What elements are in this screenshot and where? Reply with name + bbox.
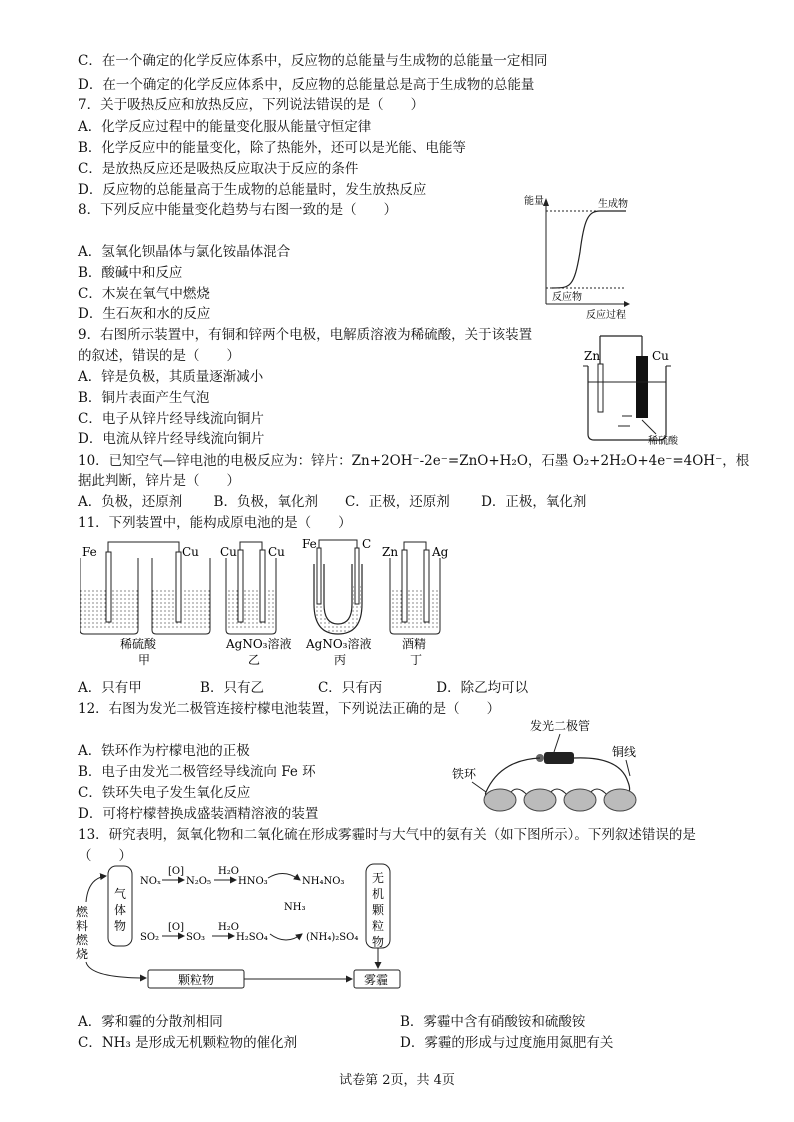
energy-product-label: 生成物 — [598, 199, 628, 210]
text-line: B．酸碱中和反应 — [78, 265, 183, 281]
fuel-label-1: 燃 — [76, 905, 89, 919]
text-line: D．电流从锌片经导线流向铜片 — [78, 431, 265, 447]
text-line: A．只有甲 B．只有乙 C．只有丙 D．除乙均可以 — [78, 680, 529, 696]
cell-a-left: Fe — [82, 545, 97, 559]
cell-c-left: Fe — [302, 537, 317, 551]
text-line: 据此判断，锌片是（ ） — [78, 473, 240, 489]
nh4no3: NH₄NO₃ — [302, 876, 345, 887]
text-line: 13．研究表明，氮氧化物和二氧化硫在形成雾霾时与大气中的氨有关（如下图所示）。下列叙述错误的是 — [78, 827, 696, 843]
text-line: A．氢氧化钡晶体与氯化铵晶体混合 — [78, 244, 291, 260]
nh3: NH₃ — [284, 902, 306, 913]
inorganic-box-label-2: 机 — [372, 887, 385, 901]
text-line: A．铁环作为柠檬电池的正极 — [78, 743, 250, 759]
energy-xlabel: 反应过程 — [586, 310, 626, 320]
cell-b-right: Cu — [268, 545, 285, 559]
text-line: C．电子从锌片经导线流向铜片 — [78, 411, 264, 427]
text-line: D．可将柠檬替换成盛装酒精溶液的装置 — [78, 806, 319, 822]
energy-diagram — [522, 192, 632, 320]
four-cells-diagram — [80, 534, 460, 672]
cell-b-name: 乙 — [248, 653, 261, 667]
inorganic-box-label-5: 物 — [372, 935, 385, 949]
inorganic-box-label-3: 颗 — [372, 903, 385, 917]
o-1: [O] — [168, 866, 185, 877]
inorganic-box-label-1: 无 — [372, 871, 385, 885]
n2o5: N₂O₅ — [186, 876, 211, 887]
h2o-2: H₂O — [218, 922, 239, 933]
text-line: 9．右图所示装置中，有铜和锌两个电极，电解质溶液为稀硫酸，关于该装置 — [78, 327, 533, 343]
text-line: （ ） — [78, 848, 132, 864]
text-line: D．反应物的总能量高于生成物的总能量时，发生放热反应 — [78, 182, 427, 198]
cell-c-solution: AgNO₃溶液 — [306, 637, 372, 651]
smog-flowchart — [72, 858, 412, 990]
hno3: HNO₃ — [238, 876, 268, 887]
text-line: 10．已知空气—锌电池的电极反应为：锌片：Zn+2OH⁻-2e⁻=ZnO+H₂O，石墨 O₂+2H₂O+4e⁻=4OH⁻，根 — [78, 453, 750, 469]
cell-d-name: 丁 — [410, 653, 423, 667]
text-line: A．化学反应过程中的能量变化服从能量守恒定律 — [78, 119, 372, 135]
so3: SO₃ — [186, 932, 206, 943]
text-line: C．NH₃ 是形成无机颗粒物的催化剂 — [78, 1035, 298, 1051]
inorganic-box-label-4: 粒 — [372, 919, 385, 933]
fuel-label-2: 料 — [76, 919, 89, 933]
text-line: B．雾霾中含有硝酸铵和硫酸铵 — [400, 1014, 586, 1030]
text-line: C．是放热反应还是吸热反应取决于反应的条件 — [78, 161, 359, 177]
cell-a-name: 甲 — [138, 653, 151, 667]
text-line: B．化学反应中的能量变化，除了热能外，还可以是光能、电能等 — [78, 140, 466, 156]
wire-label: 铜线 — [612, 745, 637, 759]
gas-box-label-1: 气 — [114, 887, 127, 901]
text-line: D．在一个确定的化学反应体系中，反应物的总能量总是高于生成物的总能量 — [78, 77, 535, 93]
text-line: A．雾和霾的分散剂相同 — [78, 1014, 223, 1030]
text-line: 11．下列装置中，能构成原电池的是（ ） — [78, 515, 352, 531]
galvanic-cell-diagram — [578, 330, 696, 448]
cell-d-left: Zn — [382, 545, 399, 559]
text-line: 7．关于吸热反应和放热反应，下列说法错误的是（ ） — [78, 97, 425, 113]
cell-b-left: Cu — [220, 545, 237, 559]
acid-label: 稀硫酸 — [648, 436, 678, 447]
cell-d-right: Ag — [432, 545, 449, 559]
text-line: 8．下列反应中能量变化趋势与右图一致的是（ ） — [78, 202, 398, 218]
o-2: [O] — [168, 922, 185, 933]
lemon-battery-diagram — [450, 716, 660, 816]
page-footer: 试卷第 2页，共 4页 — [339, 1073, 455, 1088]
nh42so4: (NH₄)₂SO₄ — [306, 932, 359, 943]
fuel-label-3: 燃 — [76, 933, 89, 947]
text-line: 的叙述，错误的是（ ） — [78, 348, 240, 364]
cell-b-solution: AgNO₃溶液 — [226, 637, 292, 651]
so2: SO₂ — [140, 932, 160, 943]
energy-reactant-label: 反应物 — [552, 292, 582, 303]
haze-label: 雾霾 — [364, 973, 389, 987]
ring-label: 铁环 — [452, 767, 477, 781]
text-line: A．负极，还原剂 B．负极，氧化剂 C．正极，还原剂 D．正极，氧化剂 — [78, 494, 587, 510]
text-line: B．铜片表面产生气泡 — [78, 390, 210, 406]
particle-label: 颗粒物 — [178, 973, 215, 987]
text-line: 12．右图为发光二极管连接柠檬电池装置，下列说法正确的是（ ） — [78, 701, 501, 717]
gas-box-label-2: 体 — [114, 903, 127, 917]
cell-a-solution: 稀硫酸 — [120, 637, 157, 651]
h2o-1: H₂O — [218, 866, 239, 877]
text-line: C．木炭在氧气中燃烧 — [78, 286, 210, 302]
zn-electrode-label: Zn — [584, 349, 601, 363]
nox: NOₓ — [140, 876, 162, 887]
text-line: C．在一个确定的化学反应体系中，反应物的总能量与生成物的总能量一定相同 — [78, 53, 548, 69]
cu-electrode-label: Cu — [652, 349, 669, 363]
cell-a-right: Cu — [182, 545, 199, 559]
fuel-label-4: 烧 — [76, 947, 89, 961]
text-line: C．铁环失电子发生氧化反应 — [78, 785, 251, 801]
h2so4: H₂SO₄ — [236, 932, 268, 943]
cell-c-name: 丙 — [334, 653, 347, 667]
cell-d-solution: 酒精 — [402, 637, 427, 651]
energy-ylabel: 能量 — [524, 196, 544, 207]
text-line: D．雾霾的形成与过度施用氮肥有关 — [400, 1035, 614, 1051]
text-line: D．生石灰和水的反应 — [78, 306, 211, 322]
led-label: 发光二极管 — [530, 719, 591, 733]
gas-box-label-3: 物 — [114, 919, 127, 933]
cell-c-right: C — [362, 537, 372, 551]
text-line: A．锌是负极，其质量逐渐减小 — [78, 369, 264, 385]
text-line: B．电子由发光二极管经导线流向 Fe 环 — [78, 764, 316, 780]
